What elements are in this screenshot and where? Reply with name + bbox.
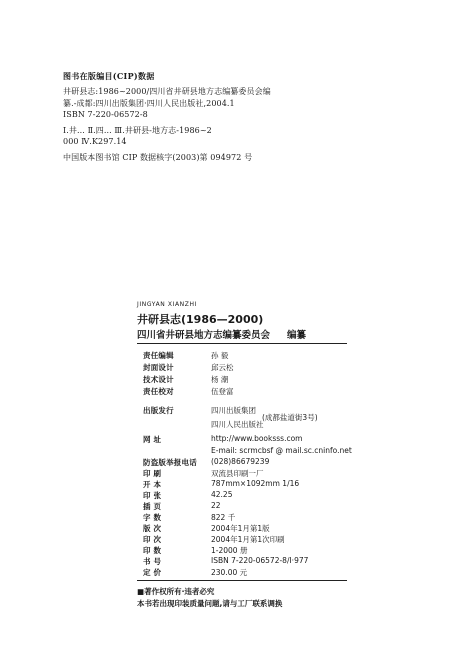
book-editor-role: 编纂 (287, 330, 307, 341)
cip-line-4: Ⅰ.井... Ⅱ.四... Ⅲ.井研县-地方志-1986~2 (63, 126, 212, 135)
cip-line-5: 000 Ⅳ.K297.14 (63, 137, 127, 146)
credit-value-editor: 孙 毅 (211, 351, 229, 360)
spec-label-edition: 版 次 (143, 524, 162, 533)
spec-value-sheets: 42.25 (211, 490, 233, 499)
spec-label-printing: 印 次 (143, 535, 162, 544)
spec-label-sheets: 印 张 (143, 491, 162, 500)
book-pinyin-title: JINGYAN XIANZHI (137, 301, 197, 308)
spec-label-copies: 印 数 (143, 546, 162, 555)
bottom-divider (137, 580, 347, 581)
publisher-name-2: 四川人民出版社 (211, 420, 264, 429)
credit-label-tech: 技术设计 (143, 375, 174, 384)
title-divider (137, 343, 347, 344)
book-title: 井研县志(1986—2000) (137, 313, 264, 326)
credit-value-proof: 伍登富 (211, 387, 234, 396)
spec-label-price: 定 价 (143, 568, 162, 577)
spec-label-inserts: 插 页 (143, 502, 162, 511)
quality-notice: 本书若出现印装质量问题,请与工厂联系调换 (137, 599, 283, 608)
website-label: 网 址 (143, 435, 162, 444)
website-url: http://www.booksss.com (211, 434, 303, 443)
spec-value-printing: 2004年1月第1次印刷 (211, 535, 285, 544)
spec-value-isbn: ISBN 7-220-06572-8/Ⅰ·977 (211, 556, 309, 565)
copyright-notice: ■著作权所有·违者必究 (137, 587, 215, 596)
publisher-name-1: 四川出版集团 (211, 406, 256, 415)
spec-label-isbn: 书 号 (143, 557, 162, 566)
spec-value-price: 230.00 元 (211, 568, 248, 577)
credit-label-cover: 封面设计 (143, 363, 174, 372)
cip-line-3: ISBN 7-220-06572-8 (63, 110, 148, 119)
cip-heading: 图书在版编目(CIP)数据 (63, 71, 155, 81)
book-editor: 四川省井研县地方志编纂委员会 (137, 330, 271, 341)
spec-label-printer: 印 刷 (143, 469, 162, 478)
publisher-label: 出版发行 (143, 406, 174, 415)
publisher-address: (成都盐道街3号) (262, 413, 318, 422)
website-email: E-mail: scrmcbsf @ mail.sc.cninfo.net (211, 446, 352, 455)
spec-label-hotline: 防盗版举报电话 (143, 458, 197, 467)
credit-label-editor: 责任编辑 (143, 351, 174, 360)
spec-value-wordcount: 822 千 (211, 513, 236, 522)
spec-label-format: 开 本 (143, 480, 162, 489)
credit-label-proof: 责任校对 (143, 387, 174, 396)
spec-value-hotline: (028)86679239 (211, 457, 270, 466)
spec-value-inserts: 22 (211, 501, 221, 510)
cip-line-2: 纂.-成都:四川出版集团·四川人民出版社,2004.1 (63, 99, 235, 108)
cip-line-1: 井研县志:1986~2000/四川省井研县地方志编纂委员会编 (63, 87, 271, 96)
credit-value-cover: 邱云松 (211, 363, 234, 372)
credit-value-tech: 杨 潮 (211, 375, 229, 384)
spec-value-format: 787mm×1092mm 1/16 (211, 479, 300, 488)
spec-value-printer: 双流县印刷一厂 (211, 469, 264, 478)
cip-line-6: 中国版本图书馆 CIP 数据核字(2003)第 094972 号 (63, 153, 253, 162)
spec-value-copies: 1-2000 册 (211, 546, 248, 555)
spec-value-edition: 2004年1月第1版 (211, 524, 270, 533)
spec-label-wordcount: 字 数 (143, 513, 162, 522)
